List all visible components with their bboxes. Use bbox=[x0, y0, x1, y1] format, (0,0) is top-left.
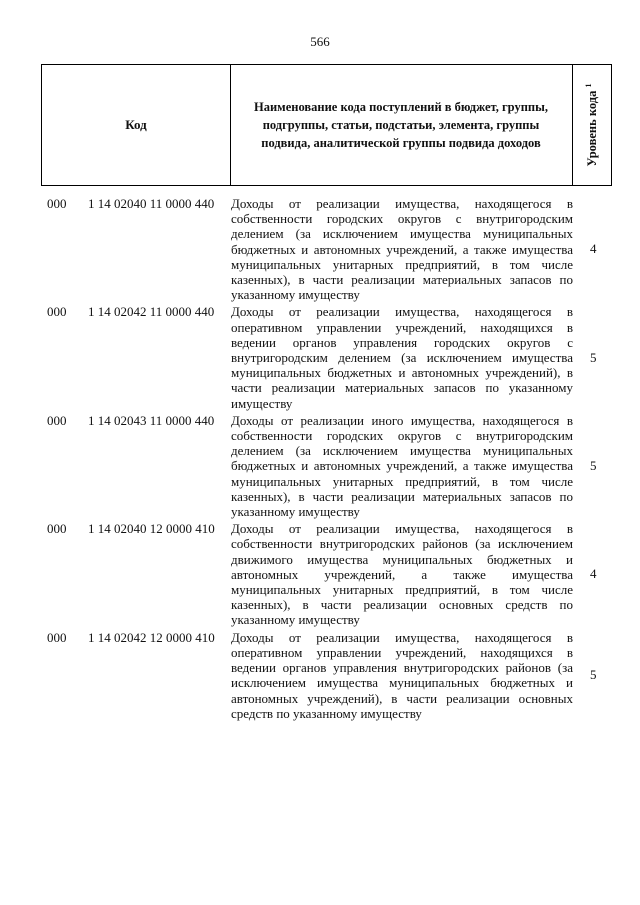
header-level-label: Уровень кода bbox=[585, 90, 600, 167]
row-name: Доходы от реализации имущества, находящегося в оперативном управлении учреждений, находящихся в ведении органов управления внутригородских районов (за исключением имущества муниципальных бюджетных и автономных учреждений), в части реализации основных средств по указанному имуществу bbox=[231, 629, 573, 721]
row-level: 5 bbox=[590, 667, 597, 683]
row-name: Доходы от реализации имущества, находящегося в собственности городских округов с внутригородским делением (за исключением имущества муниципальных бюджетных и автономных учреждений, а также имущества муниципальных унитарных предприятий, в том числе казенных), в части реализации материальных запасов по указанному имуществу bbox=[231, 196, 573, 303]
row-level: 5 bbox=[590, 458, 597, 474]
row-level: 4 bbox=[590, 241, 597, 257]
table-row bbox=[41, 630, 612, 721]
row-admin-code: 000 bbox=[47, 304, 67, 320]
header-level-cell bbox=[573, 65, 611, 185]
table-row bbox=[41, 521, 612, 627]
table-body bbox=[41, 196, 612, 723]
row-admin-code: 000 bbox=[47, 196, 67, 211]
table-row bbox=[41, 196, 612, 302]
row-code: 1 14 02042 12 0000 410 bbox=[88, 629, 215, 645]
row-level: 5 bbox=[590, 349, 597, 365]
header-level-footnote: 1 bbox=[583, 83, 593, 88]
row-level: 4 bbox=[590, 566, 597, 582]
row-name: Доходы от реализации имущества, находящегося в собственности внутригородских районов (за исключением движимого имущества муниципальных бюджетных и автономных учреждений, а также имущества муниципальных унитарных предприятий, в том числе казенных), в части реализации основных средств по указанному имуществу bbox=[231, 521, 573, 628]
row-admin-code: 000 bbox=[47, 629, 67, 645]
row-code: 1 14 02040 12 0000 410 bbox=[88, 521, 215, 537]
row-code: 1 14 02042 11 0000 440 bbox=[88, 304, 215, 320]
row-name: Доходы от реализации иного имущества, находящегося в собственности городских округов с внутригородским делением (за исключением имущества муниципальных бюджетных и автономных учреждений, а также имущества муниципальных унитарных предприятий, в том числе казенных), в части реализации материальных запасов по указанному имуществу bbox=[231, 412, 573, 520]
page-number: 566 bbox=[310, 34, 330, 49]
header-code: Код bbox=[42, 65, 231, 185]
table-row bbox=[41, 413, 612, 519]
row-admin-code: 000 bbox=[47, 521, 67, 537]
row-admin-code: 000 bbox=[47, 412, 67, 428]
header-level bbox=[584, 84, 600, 167]
header-name: Наименование кода поступлений в бюджет, группы, подгруппы, статьи, подстатьи, элемента, группы подвида, аналитической группы подвида доходов bbox=[230, 65, 573, 185]
row-name: Доходы от реализации имущества, находящегося в оперативном управлении учреждений, находящихся в ведении органов управления городских округов с внутригородским делением (за исключением имущества муниципальных бюджетных и автономных учреждений), в части реализации материальных запасов по указанному имуществу bbox=[231, 304, 573, 411]
row-code: 1 14 02043 11 0000 440 bbox=[88, 412, 215, 428]
table-header bbox=[41, 64, 612, 186]
table-row bbox=[41, 304, 612, 410]
row-code: 1 14 02040 11 0000 440 bbox=[88, 196, 215, 211]
